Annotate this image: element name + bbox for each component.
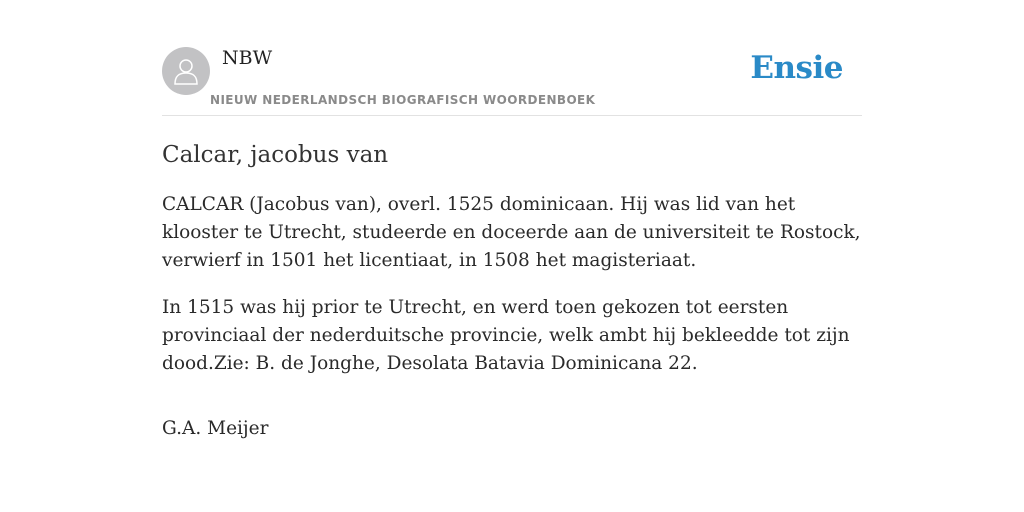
user-silhouette-icon bbox=[173, 57, 199, 85]
article-author: G.A. Meijer bbox=[162, 418, 269, 439]
header bbox=[162, 40, 862, 116]
article-paragraph: CALCAR (Jacobus van), overl. 1525 dominicaan. Hij was lid van het klooster te Utrecht, studeerde en doceerde aan de universiteit te Rostock, verwierf in 1501 het licentiaat, in 1508 het magisteriaat. bbox=[162, 194, 861, 271]
brand-logo[interactable]: Ensie bbox=[750, 50, 843, 86]
source-name[interactable]: NBW bbox=[222, 47, 273, 69]
article-title: Calcar, jacobus van bbox=[162, 142, 389, 168]
article bbox=[162, 140, 862, 443]
source-subtitle: NIEUW NEDERLANDSCH BIOGRAFISCH WOORDENBOEK bbox=[210, 93, 596, 107]
article-paragraph: In 1515 was hij prior te Utrecht, en werd toen gekozen tot eersten provinciaal der nederduitsche provincie, welk ambt hij bekleedde tot zijn dood.Zie: B. de Jonghe, Desolata Batavia Dominicana 22. bbox=[162, 297, 850, 374]
avatar[interactable] bbox=[162, 47, 210, 95]
